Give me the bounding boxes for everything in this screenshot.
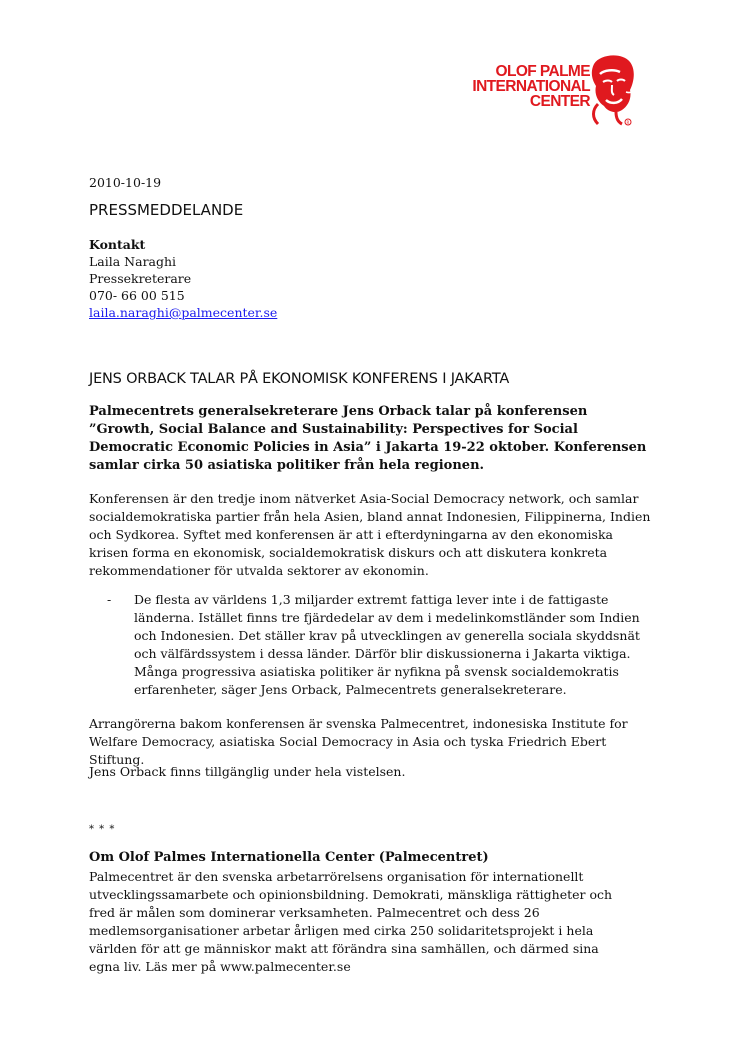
logo-line-1: OLOF PALME [495,63,590,80]
section-separator: * * * [89,824,116,835]
contact-name: Laila Naraghi [89,254,177,269]
contact-phone: 070- 66 00 515 [89,288,185,303]
press-headline: JENS ORBACK TALAR PÅ EKONOMISK KONFERENS I JAKARTA [89,371,510,387]
document-type-heading: PRESSMEDDELANDE [89,201,244,219]
about-text: Palmecentret är den svenska arbetarrörelsens organisation för internationellt utvecklingssamarbete och opinionsbildning. Demokrati, mänskliga rättigheter och fred är målen som dominerar verksamheten. Palmecentret och dess 26 medlemsorganisationer arbetar årligen med cirka 250 solidaritetsprojekt i hela världen för att ge människor makt att förändra sina samhällen, och därmed sina egna liv. Läs mer på www.palmecenter.se [89,869,613,974]
quote-list-item [107,591,647,699]
lead-paragraph: Palmecentrets generalsekreterare Jens Orback talar på konferensen ”Growth, Social Balance and Sustainability: Perspectives for Social Democratic Economic Policies in Asia” i Jakarta 19-22 oktober. Konferensen samlar cirka 50 asiatiska politiker från hela regionen. [89,404,647,473]
about-title: Om Olof Palmes Internationella Center (Palmecentret) [89,850,489,865]
olof-palme-portrait-icon [586,54,638,130]
list-dash-marker: - [107,592,112,607]
contact-email-link[interactable]: laila.naraghi@palmecenter.se [89,305,278,320]
release-date: 2010-10-19 [89,175,162,190]
contact-label: Kontakt [89,237,146,252]
body-paragraph-2: Arrangörerna bakom konferensen är svenska Palmecentret, indonesiska Institute for Welfare Democracy, asiatiska Social Democracy in Asia och tyska Friedrich Ebert Stiftung. [89,716,628,767]
svg-text:R: R [626,120,630,125]
body-paragraph-1: Konferensen är den tredje inom nätverket Asia-Social Democracy network, och samlar socialdemokratiska partier från hela Asien, bland annat Indonesien, Filippinerna, Indien och Sydkorea. Syftet med konferensen är att i efterdyningarna av den ekonomiska krisen forma en ekonomisk, socialdemokratisk diskurs och att diskutera konkreta rekommendationer för utvalda sektorer av ekonomin. [89,491,651,578]
contact-block [89,236,277,321]
body-paragraph-3: Jens Orback finns tillgänglig under hela vistelsen. [89,764,406,779]
contact-role: Pressekreterare [89,271,192,286]
logo-wordmark [462,64,590,109]
quote-text: De flesta av världens 1,3 miljarder extremt fattiga lever inte i de fattigaste länderna. Istället finns tre fjärdedelar av dem i medelinkomstländer som Indien och Indonesien. Det ställer krav på utvecklingen av generella sociala skyddsnät och välfärdssystem i dessa länder. Därför blir diskussionerna i Jakarta viktiga. Många progressiva asiatiska politiker är nyfikna på svensk socialdemokratis erfarenheter, säger Jens Orback, Palmecentrets generalsekreterare. [134,592,640,697]
logo-line-3: CENTER [529,93,590,110]
logo-line-2: INTERNATIONAL [472,78,590,95]
organization-logo [462,54,638,130]
